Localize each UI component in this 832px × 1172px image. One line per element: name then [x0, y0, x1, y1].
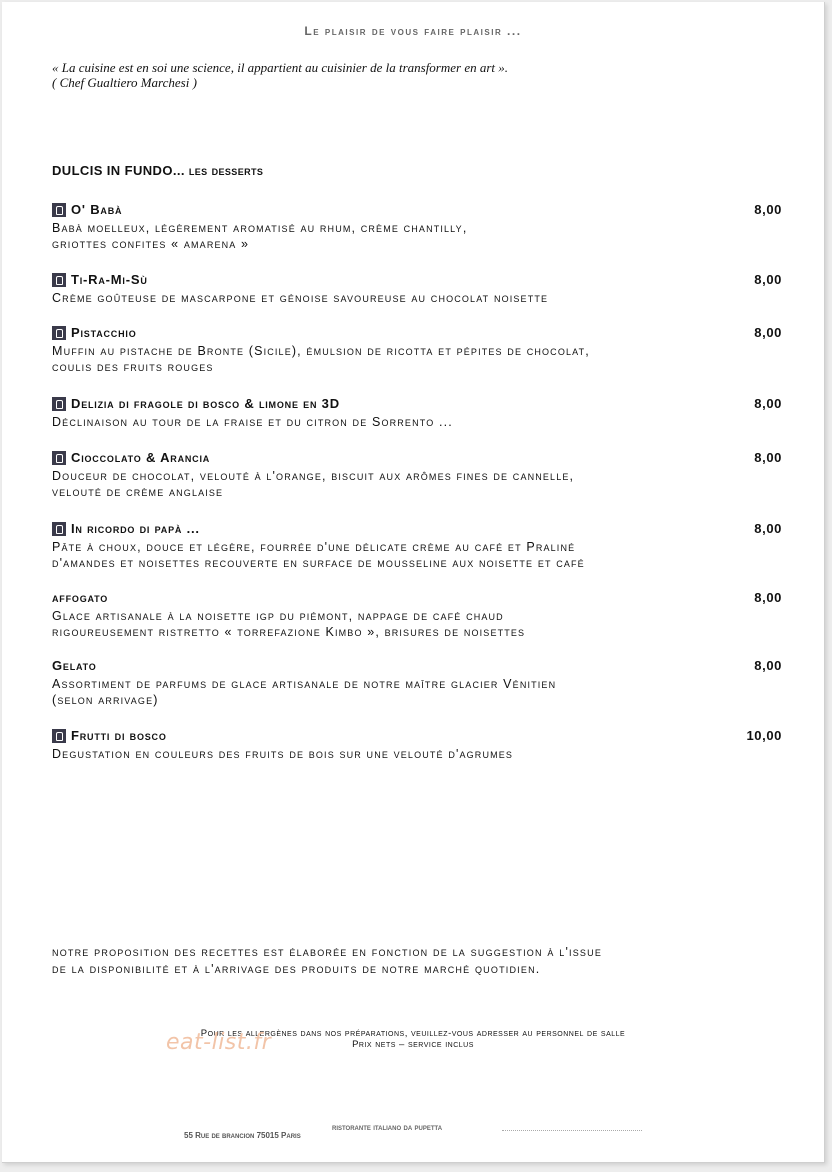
badge-icon: [52, 729, 66, 743]
dessert-name: Delizia di fragole di bosco & limone en 3D: [71, 396, 340, 411]
badge-icon: [52, 273, 66, 287]
dessert-price: 8,00: [754, 396, 782, 411]
dessert-item: [52, 450, 782, 500]
dessert-item: [52, 728, 782, 762]
dessert-item-header: [52, 450, 782, 468]
dessert-description: Pâte à choux, douce et légère, fourrée d'une délicate crème au café et Praliné: [52, 540, 576, 554]
dessert-description: Crème goûteuse de mascarpone et génoise savoureuse au chocolat noisette: [52, 291, 549, 305]
footer-note-line-1: notre proposition des recettes est élaborée en fonction de la suggestion à l'issue: [52, 945, 603, 959]
dessert-item: [52, 521, 782, 571]
dessert-description: griottes confites « amarena »: [52, 237, 250, 251]
dessert-description: Babà moelleux, légèrement aromatisé au rhum, crème chantilly,: [52, 221, 468, 235]
dessert-price: 8,00: [754, 272, 782, 287]
restaurant-address: 55 Rue de brancion 75015 Paris: [184, 1131, 301, 1140]
dessert-name: Frutti di bosco: [71, 728, 167, 743]
dessert-name: Cioccolato & Arancia: [71, 450, 211, 465]
footer-note: [52, 944, 792, 978]
quote-text: « La cuisine est en soi une science, il appartient au cuisinier de la transformer en art ».: [52, 60, 509, 75]
dessert-item: [52, 396, 782, 430]
section-title: DULCIS IN FUNDO... les desserts: [52, 163, 264, 178]
badge-icon: [52, 397, 66, 411]
dessert-item: [52, 272, 782, 306]
allergens-note: [2, 1028, 824, 1050]
dessert-description: Douceur de chocolat, velouté à l'orange, biscuit aux arômes fines de cannelle,: [52, 469, 575, 483]
dessert-item: [52, 325, 782, 375]
dessert-description: d'amandes et noisettes recouverte en surface de mousseline aux noisette et café: [52, 556, 585, 570]
dessert-name: In ricordo di papà ...: [71, 521, 200, 536]
footer-note-line-2: de la disponibilité et à l'arrivage des produits de notre marché quotidien.: [52, 962, 541, 976]
dessert-name: Pistacchio: [71, 325, 137, 340]
dessert-item-header: [52, 272, 782, 290]
dessert-item-header: [52, 396, 782, 414]
dessert-description: Glace artisanale à la noisette igp du piémont, nappage de café chaud: [52, 609, 504, 623]
dessert-description: velouté de crème anglaise: [52, 485, 224, 499]
quote-author: ( Chef Gualtiero Marchesi ): [52, 75, 197, 90]
dessert-name: Gelato: [52, 658, 97, 673]
dessert-item: [52, 202, 782, 252]
badge-icon: [52, 203, 66, 217]
badge-icon: [52, 522, 66, 536]
chef-quote: [52, 60, 752, 90]
dessert-price: 8,00: [754, 590, 782, 605]
dessert-item: [52, 590, 782, 640]
dessert-price: 8,00: [754, 450, 782, 465]
restaurant-name: ristorante italiano da pupetta: [332, 1122, 443, 1132]
dessert-price: 8,00: [754, 658, 782, 673]
dessert-description: Degustation en couleurs des fruits de bois sur une velouté d'agrumes: [52, 747, 514, 761]
dessert-item-header: [52, 202, 782, 220]
dessert-name: O' Babà: [71, 202, 123, 217]
dessert-price: 10,00: [746, 728, 782, 743]
menu-page: [2, 2, 825, 1163]
dessert-item-header: [52, 521, 782, 539]
dessert-item-header: [52, 325, 782, 343]
dotted-divider: [502, 1130, 642, 1131]
watermark: eat-list.fr: [166, 1030, 272, 1055]
dessert-item-header: [52, 658, 782, 676]
dessert-description: Muffin au pistache de Bronte (Sicile), émulsion de ricotta et pépites de chocolat,: [52, 344, 590, 358]
badge-icon: [52, 326, 66, 340]
dessert-description: Assortiment de parfums de glace artisanale de notre maître glacier Vénitien: [52, 677, 557, 691]
dessert-description: coulis des fruits rouges: [52, 360, 214, 374]
dessert-price: 8,00: [754, 202, 782, 217]
dessert-price: 8,00: [754, 325, 782, 340]
dessert-price: 8,00: [754, 521, 782, 536]
dessert-name: affogato: [52, 590, 109, 605]
allergens-line-1: Pour les allergènes dans nos préparations, veuillez-vous adresser au personnel de salle: [200, 1028, 626, 1039]
dessert-description: (selon arrivage): [52, 693, 159, 707]
dessert-name: Ti-Ra-Mi-Sù: [71, 272, 148, 287]
allergens-line-2: Prix nets – service inclus: [352, 1039, 474, 1050]
dessert-item-header: [52, 728, 782, 746]
dessert-description: Déclinaison au tour de la fraise et du citron de Sorrento ...: [52, 415, 453, 429]
dessert-item: [52, 658, 782, 708]
dessert-description: rigoureusement ristretto « torrefazione Kimbo », brisures de noisettes: [52, 625, 526, 639]
badge-icon: [52, 451, 66, 465]
dessert-item-header: [52, 590, 782, 608]
tagline: Le plaisir de vous faire plaisir ...: [304, 24, 522, 38]
